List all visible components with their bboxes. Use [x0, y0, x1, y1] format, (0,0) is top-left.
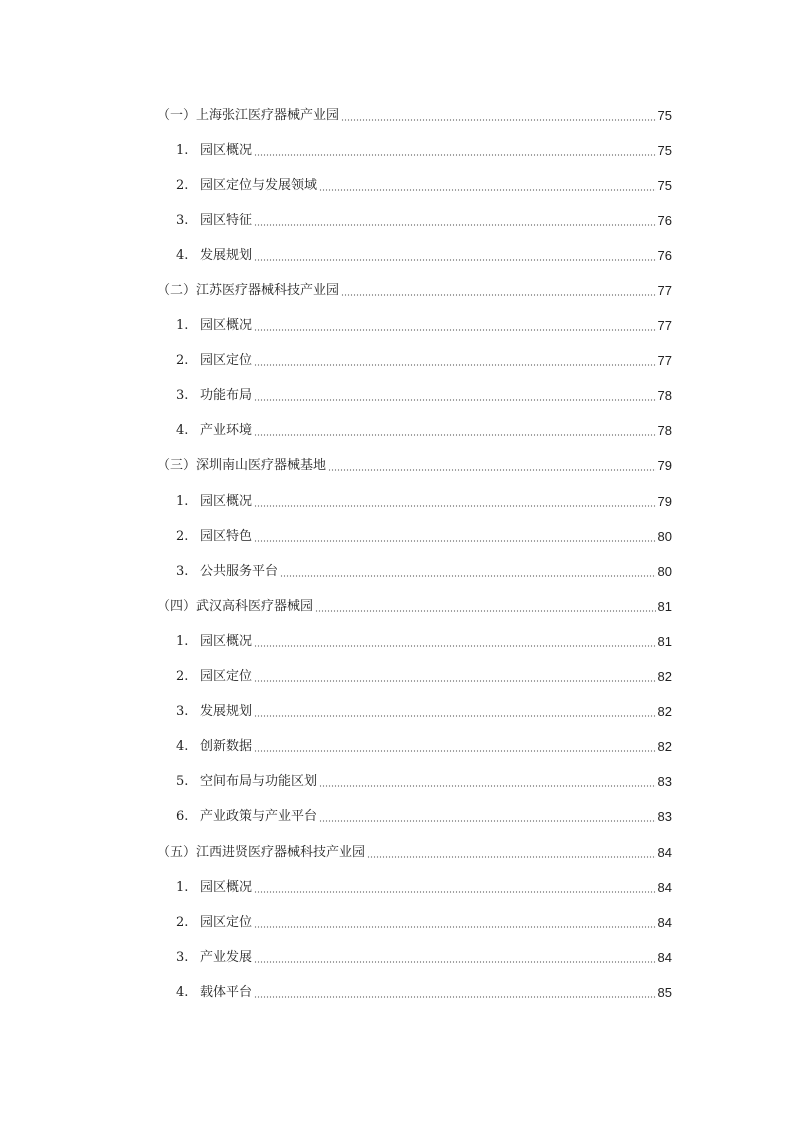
toc-entry-page-number: 78: [657, 423, 672, 439]
toc-entry-title: 创新数据: [200, 739, 253, 755]
dot-leader: [319, 820, 656, 822]
dot-leader: [254, 680, 656, 682]
toc-entry-number: 4.: [176, 247, 189, 263]
dot-leader: [254, 540, 656, 542]
dot-leader: [254, 961, 656, 963]
toc-entry-page-number: 82: [657, 739, 672, 755]
toc-entry-page-number: 79: [657, 458, 672, 474]
toc-entry-page-number: 78: [657, 388, 672, 404]
toc-subsection-entry[interactable]: [0, 519, 793, 554]
toc-entry-title: 产业发展: [200, 949, 253, 965]
dot-leader: [254, 715, 656, 717]
toc-entry-page-number: 82: [657, 704, 672, 720]
toc-entry-title: 发展规划: [200, 704, 253, 720]
toc-subsection-entry[interactable]: [0, 905, 793, 940]
toc-subsection-entry[interactable]: [0, 379, 793, 414]
dot-leader: [254, 364, 656, 366]
dot-leader: [254, 891, 656, 893]
toc-entry-number: 2.: [176, 669, 189, 685]
toc-entry-page-number: 80: [657, 563, 672, 579]
toc-subsection-entry[interactable]: [0, 344, 793, 379]
toc-entry-number: 2.: [176, 528, 189, 544]
dot-leader: [254, 329, 656, 331]
dot-leader: [341, 119, 656, 121]
toc-entry-title: 园区定位: [200, 914, 253, 930]
dot-leader: [254, 259, 656, 261]
toc-entry-number: 2.: [176, 177, 189, 193]
toc-entry-title: （一）上海张江医疗器械产业园: [157, 107, 340, 123]
toc-entry-number: 3.: [176, 563, 189, 579]
toc-entry-number: 3.: [176, 212, 189, 228]
toc-entry-title: 园区定位: [200, 353, 253, 369]
toc-entry-page-number: 85: [657, 984, 672, 1000]
toc-entry-page-number: 84: [657, 879, 672, 895]
toc-subsection-entry[interactable]: [0, 484, 793, 519]
toc-subsection-entry[interactable]: [0, 695, 793, 730]
toc-entry-page-number: 80: [657, 528, 672, 544]
toc-entry-title: 园区定位与发展领域: [200, 177, 318, 193]
toc-subsection-entry[interactable]: [0, 168, 793, 203]
toc-entry-page-number: 75: [657, 107, 672, 123]
toc-entry-number: 1.: [176, 879, 189, 895]
dot-leader: [254, 926, 656, 928]
dot-leader: [367, 856, 656, 858]
toc-section-entry[interactable]: [0, 835, 793, 870]
toc-section-entry[interactable]: [0, 98, 793, 133]
toc-entry-title: 园区概况: [200, 879, 253, 895]
toc-entry-page-number: 84: [657, 914, 672, 930]
toc-subsection-entry[interactable]: [0, 414, 793, 449]
toc-entry-number: 4.: [176, 739, 189, 755]
toc-entry-page-number: 79: [657, 493, 672, 509]
toc-entry-number: 4.: [176, 984, 189, 1000]
toc-subsection-entry[interactable]: [0, 940, 793, 975]
toc-entry-title: 园区特色: [200, 528, 253, 544]
toc-entry-title: 园区定位: [200, 669, 253, 685]
toc-entry-title: 园区概况: [200, 493, 253, 509]
dot-leader: [280, 575, 656, 577]
dot-leader: [319, 785, 656, 787]
toc-entry-title: 园区概况: [200, 318, 253, 334]
toc-entry-title: 发展规划: [200, 247, 253, 263]
toc-entry-page-number: 76: [657, 247, 672, 263]
toc-entry-title: （二）江苏医疗器械科技产业园: [157, 283, 340, 299]
toc-entry-number: 2.: [176, 914, 189, 930]
toc-entry-title: 园区概况: [200, 633, 253, 649]
toc-entry-title: 园区概况: [200, 142, 253, 158]
toc-section-entry[interactable]: [0, 449, 793, 484]
toc-subsection-entry[interactable]: [0, 870, 793, 905]
toc-entry-page-number: 83: [657, 809, 672, 825]
toc-subsection-entry[interactable]: [0, 765, 793, 800]
toc-subsection-entry[interactable]: [0, 730, 793, 765]
toc-entry-page-number: 84: [657, 949, 672, 965]
toc-entry-number: 3.: [176, 388, 189, 404]
toc-subsection-entry[interactable]: [0, 800, 793, 835]
toc-entry-page-number: 77: [657, 318, 672, 334]
dot-leader: [254, 434, 656, 436]
toc-entry-page-number: 77: [657, 353, 672, 369]
toc-subsection-entry[interactable]: [0, 309, 793, 344]
toc-entry-number: 1.: [176, 493, 189, 509]
toc-entry-number: 1.: [176, 142, 189, 158]
dot-leader: [319, 189, 656, 191]
toc-entry-title: （五）江西进贤医疗器械科技产业园: [157, 844, 366, 860]
toc-entry-title: 园区特征: [200, 212, 253, 228]
toc-entry-title: 产业环境: [200, 423, 253, 439]
toc-entry-page-number: 81: [657, 598, 672, 614]
dot-leader: [254, 154, 656, 156]
toc-entry-title: （四）武汉高科医疗器械园: [157, 598, 314, 614]
toc-subsection-entry[interactable]: [0, 660, 793, 695]
toc-subsection-entry[interactable]: [0, 238, 793, 273]
toc-entry-number: 5.: [176, 774, 189, 790]
toc-entry-title: 公共服务平台: [200, 563, 279, 579]
toc-subsection-entry[interactable]: [0, 554, 793, 589]
table-of-contents: [0, 98, 793, 1010]
dot-leader: [254, 399, 656, 401]
toc-entry-title: 空间布局与功能区划: [200, 774, 318, 790]
toc-section-entry[interactable]: [0, 273, 793, 308]
toc-entry-number: 3.: [176, 949, 189, 965]
dot-leader: [341, 294, 656, 296]
toc-entry-page-number: 75: [657, 142, 672, 158]
dot-leader: [328, 469, 656, 471]
toc-subsection-entry[interactable]: [0, 975, 793, 1010]
toc-entry-number: 3.: [176, 704, 189, 720]
toc-entry-page-number: 81: [657, 633, 672, 649]
dot-leader: [254, 996, 656, 998]
toc-entry-page-number: 82: [657, 669, 672, 685]
toc-entry-number: 4.: [176, 423, 189, 439]
toc-entry-title: （三）深圳南山医疗器械基地: [157, 458, 327, 474]
toc-entry-page-number: 77: [657, 283, 672, 299]
toc-subsection-entry[interactable]: [0, 133, 793, 168]
toc-entry-page-number: 84: [657, 844, 672, 860]
toc-entry-number: 2.: [176, 353, 189, 369]
dot-leader: [254, 224, 656, 226]
toc-entry-title: 功能布局: [200, 388, 253, 404]
dot-leader: [254, 505, 656, 507]
toc-subsection-entry[interactable]: [0, 624, 793, 659]
dot-leader: [254, 645, 656, 647]
toc-entry-number: 1.: [176, 318, 189, 334]
toc-subsection-entry[interactable]: [0, 203, 793, 238]
toc-entry-number: 6.: [176, 809, 189, 825]
toc-entry-page-number: 75: [657, 177, 672, 193]
toc-entry-page-number: 83: [657, 774, 672, 790]
dot-leader: [315, 610, 656, 612]
dot-leader: [254, 750, 656, 752]
toc-entry-title: 载体平台: [200, 984, 253, 1000]
toc-entry-title: 产业政策与产业平台: [200, 809, 318, 825]
toc-entry-number: 1.: [176, 633, 189, 649]
toc-section-entry[interactable]: [0, 589, 793, 624]
toc-entry-page-number: 76: [657, 212, 672, 228]
